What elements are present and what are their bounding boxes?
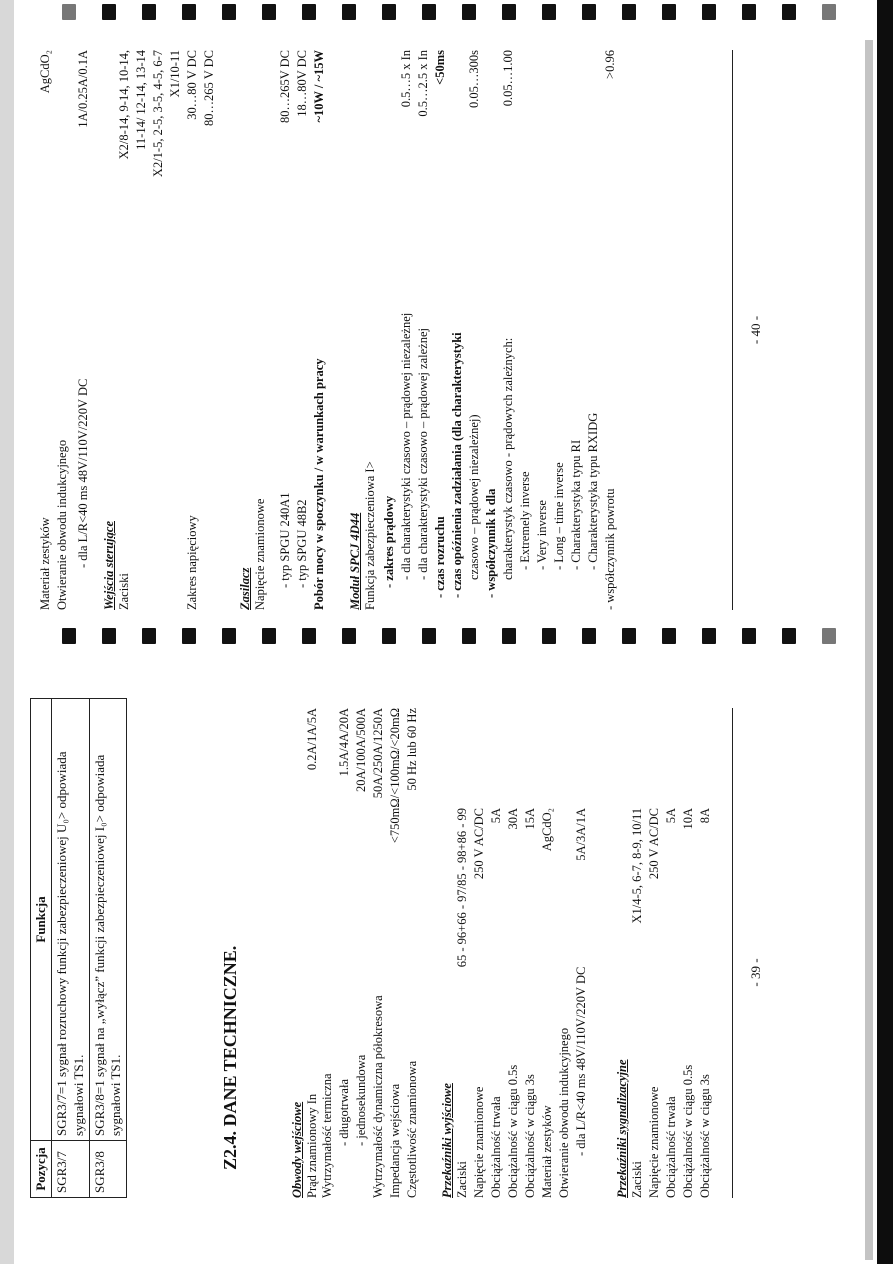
table-header: Funkcja <box>31 699 52 1141</box>
spec-label: - czas rozruchu <box>433 516 447 598</box>
spec-label: Prąd znamionowy In <box>305 1093 319 1198</box>
spec-label: Napięcie znamionowe <box>647 1086 661 1198</box>
curve-label: - Extremely inverse <box>518 471 532 570</box>
input-circuits-heading: Obwody wejściowe <box>290 1101 304 1198</box>
spec-label: Otwieranie obwodu indukcyjnego <box>557 1027 571 1198</box>
spec-value: ~10W / ~15W <box>312 50 326 123</box>
function-table <box>30 698 127 1198</box>
spec-value: 50A/250A/1250A <box>371 708 385 799</box>
spec-value: X2/8-14, 9-14, 10-14, <box>117 50 131 160</box>
binding-hole <box>102 4 116 20</box>
binding-hole <box>662 4 676 20</box>
binding-hole <box>542 4 556 20</box>
spec-label: Wytrzymałość termiczna <box>320 1073 334 1198</box>
spec-value: 10A <box>681 808 695 830</box>
module-heading: Moduł SPCJ 4D44 <box>348 512 362 610</box>
spec-value: 30A <box>506 808 520 830</box>
spec-label: Funkcja zabezpieczeniowa I> <box>363 461 377 610</box>
spec-label: Napięcie znamionowe <box>472 1086 486 1198</box>
spec-value: 65 - 96+66 - 97/85 - 98+86 - 99 <box>455 808 469 968</box>
spec-label: - dla L/R<40 ms 48V/110V/220V DC <box>76 378 90 568</box>
table-cell-function: SGR3/7=1 sygnał rozruchowy funkcji zabezpieczeniowej U₀> odpowiada sygnałowi TS1. <box>52 699 90 1141</box>
spec-value: 0.05…300s <box>467 50 481 108</box>
output-relays-heading: Przekaźniki wyjściowe <box>440 1083 454 1198</box>
binding-hole <box>422 4 436 20</box>
spec-value: >0.96 <box>603 50 617 79</box>
spec-label: Wytrzymałość dynamiczna półokresowa <box>371 995 385 1198</box>
spec-label: Zaciski <box>117 573 131 610</box>
table-header-row <box>31 699 52 1198</box>
spec-value: 0.5…2.5 x In <box>416 50 430 117</box>
spec-label: Napięcie znamionowe <box>253 498 267 610</box>
binding-hole <box>622 4 636 20</box>
spec-value: 80…265 V DC <box>202 50 216 126</box>
spec-value: 15A <box>523 808 537 830</box>
footer-rule <box>732 708 733 1198</box>
page-40 <box>30 50 850 610</box>
spec-label: - współczynnik powrotu <box>603 488 617 610</box>
spec-label: - dla charakterystyki czasowo – prądowej niezależnej <box>399 312 413 580</box>
spec-label: Pobór mocy w spoczynku / w warunkach pracy <box>312 358 326 610</box>
supply-heading: Zasilacz <box>238 567 252 610</box>
binding-hole <box>382 4 396 20</box>
spec-label: Materiał zestyków <box>540 1105 554 1198</box>
page-number: - 39 - <box>748 958 763 987</box>
spec-value: 8A <box>698 808 712 824</box>
binding-hole <box>262 4 276 20</box>
binding-hole <box>302 4 316 20</box>
spec-value: <50ms <box>433 50 447 85</box>
spec-value: 5A <box>664 808 678 824</box>
spec-value: 50 Hz lub 60 Hz <box>405 708 419 791</box>
spec-label: Obciążalność w ciągu 3s <box>523 1074 537 1198</box>
spec-value: AgCdO₂ <box>540 808 554 852</box>
spec-label: charakterystyk czasowo - prądowych zależnych: <box>501 337 515 580</box>
spec-value: 5A <box>489 808 503 824</box>
table-row <box>52 699 90 1198</box>
spec-value: 1.5A/4A/20A <box>337 708 351 777</box>
binding-shadow-bar <box>865 40 873 1260</box>
curve-label: - Charakterystyka typu RI <box>569 439 583 570</box>
binding-hole <box>502 4 516 20</box>
spec-value: 20A/100A/500A <box>354 708 368 793</box>
spec-value: 0.05…1.00 <box>501 50 515 107</box>
binding-hole <box>182 4 196 20</box>
rotated-scan-content <box>30 35 860 1250</box>
binding-hole <box>702 4 716 20</box>
spec-label: Zakres napięciowy <box>185 515 199 610</box>
spec-value: 0.2A/1A/5A <box>305 708 319 771</box>
curve-label: - Long – time inverse <box>552 462 566 570</box>
spec-label: Obciążalność trwała <box>664 1096 678 1198</box>
spec-value: X2/1-5, 2-5, 3-5, 4-5, 6-7 <box>151 50 165 178</box>
spec-value: 11-14/ 12-14, 13-14 <box>134 50 148 150</box>
spec-value: 30…80 V DC <box>185 50 199 120</box>
signal-relays-heading: Przekaźniki sygnalizacyjne <box>615 1059 629 1198</box>
spec-label: - dla L/R<40 ms 48V/110V/220V DC <box>574 966 588 1156</box>
binding-hole <box>782 4 796 20</box>
table-cell-position: SGR3/8 <box>89 1141 127 1198</box>
spec-value: 18…80V DC <box>295 50 309 117</box>
spec-value: X1/4-5, 6-7, 8-9, 10/11 <box>630 808 644 924</box>
section-title: Z2.4. DANE TECHNICZNE. <box>220 945 240 1170</box>
spec-label: - dla charakterystyki czasowo – prądowej zależnej <box>416 328 430 580</box>
spec-label: - typ SPGU 240A1 <box>278 492 292 588</box>
spec-label: - jednosekundowa <box>354 1054 368 1146</box>
spec-value: X1/10-11 <box>168 50 182 98</box>
spec-value: 1A/0.25A/0.1A <box>76 50 90 128</box>
spec-label: - zakres prądowy <box>382 495 396 588</box>
binding-hole <box>582 4 596 20</box>
spec-label: Materiał zestyków <box>38 517 52 610</box>
curve-label: - Charakterystyka typu RXIDG <box>586 412 600 570</box>
curve-label: - Very inverse <box>535 500 549 570</box>
spec-label: - typ SPGU 48B2 <box>295 499 309 588</box>
spec-label: Częstotliwość znamionowa <box>405 1060 419 1198</box>
spec-label: Zaciski <box>455 1161 469 1198</box>
footer-rule <box>732 50 733 610</box>
spec-label: Obciążalność w ciągu 3s <box>698 1074 712 1198</box>
spec-label: Obciążalność trwała <box>489 1096 503 1198</box>
table-cell-function: SGR3/8=1 sygnał na „wyłącz” funkcji zabezpieczeniowej I₀> odpowiada sygnałowi TS1. <box>89 699 127 1141</box>
binding-hole <box>462 4 476 20</box>
spec-label: Obciążalność w ciągu 0.5s <box>506 1064 520 1198</box>
spec-value: 250 V AC/DC <box>472 808 486 880</box>
spec-value: <750mΩ/<100mΩ/<20mΩ <box>388 708 402 844</box>
binding-hole <box>342 4 356 20</box>
page-39 <box>30 705 850 1240</box>
spec-label: Impedancja wejściowa <box>388 1083 402 1198</box>
spec-value: 0.5…5 x In <box>399 50 413 108</box>
table-header: Pozycja <box>31 1141 52 1198</box>
spec-value: 5A/3A/1A <box>574 808 588 861</box>
binding-hole <box>62 4 76 20</box>
spec-label: - długotrwała <box>337 1079 351 1146</box>
spec-label: - czas opóźnienia zadziałania (dla charakterystyki <box>450 332 464 598</box>
spec-label: Obciążalność w ciągu 0.5s <box>681 1064 695 1198</box>
spec-value: AgCdO₂ <box>38 50 52 94</box>
binding-holes-top <box>0 0 893 22</box>
binding-hole <box>142 4 156 20</box>
control-inputs-heading: Wejścia sterujące <box>102 521 116 610</box>
spec-label: - współczynnik k dla <box>484 488 498 598</box>
spec-value: 80…265V DC <box>278 50 292 124</box>
spec-label: czasowo – prądowej niezależnej) <box>467 414 481 580</box>
binding-hole <box>742 4 756 20</box>
spec-label: Zaciski <box>630 1161 644 1198</box>
binding-hole <box>222 4 236 20</box>
page-number: - 40 - <box>748 315 763 345</box>
table-cell-position: SGR3/7 <box>52 1141 90 1198</box>
binding-hole <box>822 4 836 20</box>
spec-label: Otwieranie obwodu indukcyjnego <box>55 439 69 610</box>
spec-value: 250 V AC/DC <box>647 808 661 880</box>
table-row <box>89 699 127 1198</box>
